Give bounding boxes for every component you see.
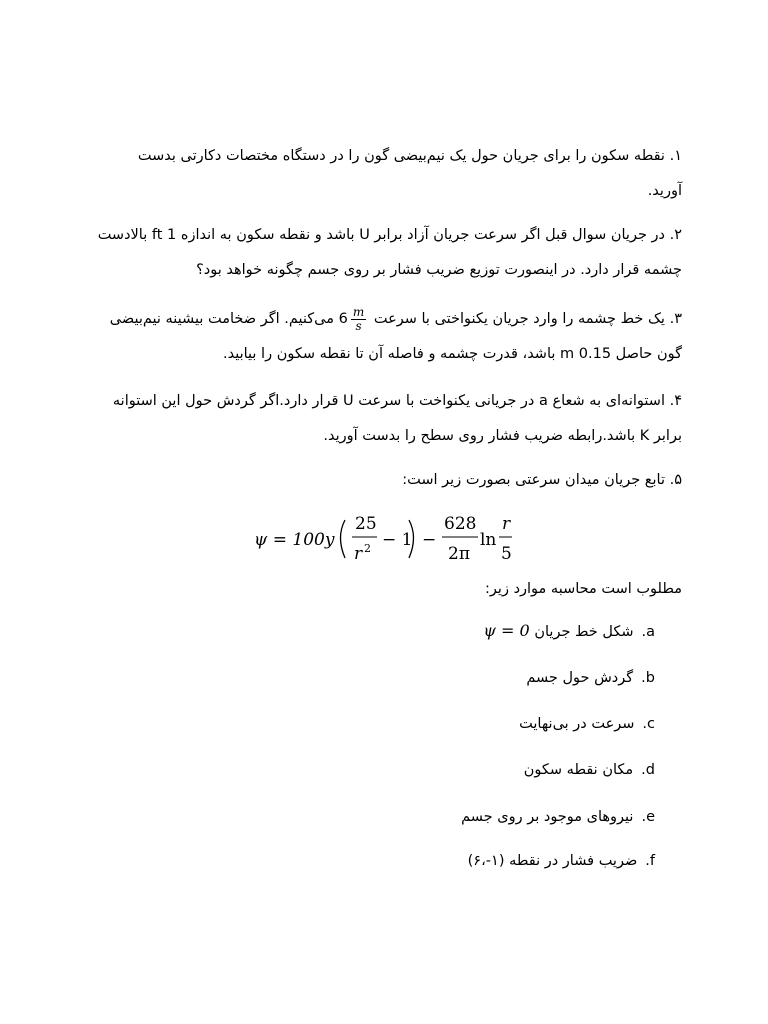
problem-4-line-2: برابر K باشد.رابطه ضریب فشار روی سطح را بدست آورید. xyxy=(323,428,682,444)
sub-item-math: ψ = 0 xyxy=(483,621,530,640)
sub-item-text: گردش حول جسم xyxy=(526,670,634,686)
problem-4 xyxy=(86,384,682,454)
fraction-1-numerator: 25 xyxy=(355,514,377,534)
speed-unit-fraction xyxy=(351,306,366,333)
sub-item-e xyxy=(461,805,655,829)
sub-item-text: شکل خط جریان xyxy=(534,624,634,640)
requested-items-intro-text: مطلوب است محاسبه موارد زیر: xyxy=(485,581,682,597)
problem-5 xyxy=(86,463,682,498)
left-paren-icon xyxy=(341,520,346,558)
problem-2-line-1: ۲. در جریان سوال قبل اگر سرعت جریان آزاد برابر U باشد و نقطه سکون به اندازه 1 ft بالادست xyxy=(97,227,682,243)
fraction-2-denominator: 2π xyxy=(448,544,470,564)
problem-3-text-start: ۳. یک خط چشمه را وارد جریان یکنواختی با سرعت xyxy=(373,311,682,327)
sub-item-d xyxy=(524,758,655,782)
fraction-1-denominator: r xyxy=(354,544,363,564)
problem-4-line-1: ۴. استوانه‌ای به شعاع a در جریانی یکنواخت با سرعت U قرار دارد.اگر گردش حول این استوانه xyxy=(112,393,682,409)
problem-5-line-1: ۵. تابع جریان میدان سرعتی بصورت زیر است: xyxy=(402,472,682,488)
equation-lhs: ψ = 100y xyxy=(254,530,335,550)
problem-3-line-1 xyxy=(86,302,682,337)
problem-3-text-end: می‌کنیم. اگر ضخامت بیشینه نیم‌بیضی xyxy=(109,311,335,327)
sub-item-marker: f. xyxy=(645,853,655,869)
sub-item-marker: b. xyxy=(641,670,655,686)
minus-one: − 1 xyxy=(382,530,413,550)
problem-1-line-1: ۱. نقطه سکون را برای جریان حول یک نیم‌بیضی گون را در دستگاه مختصات دکارتی بدست xyxy=(137,148,682,164)
problem-1 xyxy=(86,139,682,209)
speed-value: 6 xyxy=(338,311,348,327)
sub-item-marker: e. xyxy=(641,809,655,825)
sub-item-a xyxy=(483,619,655,644)
ln-operator: ln xyxy=(480,530,497,550)
fraction-3-numerator: r xyxy=(502,514,511,534)
fraction-3-denominator: 5 xyxy=(501,544,512,564)
sub-item-marker: c. xyxy=(642,716,655,732)
sub-item-c xyxy=(519,712,655,736)
speed-unit-denominator: s xyxy=(355,318,362,333)
requested-items-intro xyxy=(86,572,682,607)
sub-item-text: مکان نقطه سکون xyxy=(523,762,634,778)
problem-2 xyxy=(86,218,682,288)
fraction-2-numerator: 628 xyxy=(444,514,477,534)
fraction-1-exponent: 2 xyxy=(364,542,371,555)
sub-item-f xyxy=(468,849,655,873)
minus-sign: − xyxy=(422,530,437,550)
stream-function-equation xyxy=(252,508,532,568)
problem-2-line-2: چشمه قرار دارد. در اینصورت توزیع ضریب فشار بر روی جسم چگونه خواهد بود؟ xyxy=(196,262,682,278)
problem-1-line-2: آورید. xyxy=(647,183,682,199)
sub-item-text: نیروهای موجود بر روی جسم xyxy=(461,809,634,825)
sub-item-marker: d. xyxy=(641,762,655,778)
speed-unit-numerator: m xyxy=(352,304,365,319)
sub-item-text: ضریب فشار در نقطه (۱-،۶) xyxy=(467,853,638,869)
sub-item-marker: a. xyxy=(641,624,655,640)
problem-3-line-2: گون حاصل 0.15 m باشد، قدرت چشمه و فاصله آن تا نقطه سکون را بیابید. xyxy=(222,346,682,362)
sub-item-text: سرعت در بی‌نهایت xyxy=(519,716,635,732)
sub-item-b xyxy=(526,666,655,690)
problem-3 xyxy=(86,302,682,372)
